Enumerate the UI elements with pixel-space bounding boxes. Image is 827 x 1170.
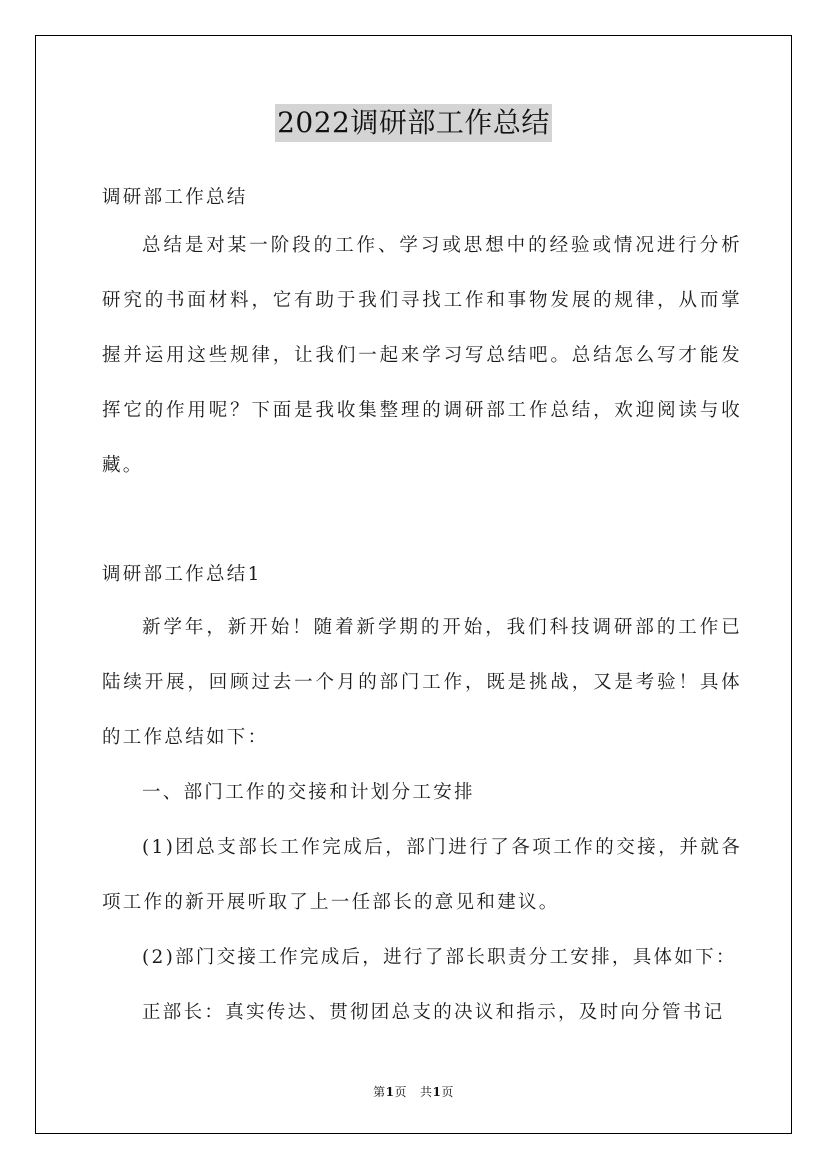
title-container (0, 104, 827, 142)
page-prefix: 第 (373, 1085, 386, 1099)
total-pages: 1 (432, 1085, 442, 1099)
total-suffix: 页 (441, 1085, 454, 1099)
subheading: 一、部门工作的交接和计划分工安排 (142, 782, 475, 803)
section-heading-1: 调研部工作总结1 (102, 564, 262, 585)
main-content (102, 600, 742, 1040)
paragraph: 新学年，新开始！随着新学期的开始，我们科技调研部的工作已陆续开展，回顾过去一个月的部门工作，既是挑战，又是考验！具体的工作总结如下： (102, 617, 742, 748)
document-title: 2022调研部工作总结 (275, 104, 552, 142)
paragraph: 正部长：真实传达、贯彻团总支的决议和指示，及时向分管书记 (142, 1002, 725, 1023)
intro-paragraph: 总结是对某一阶段的工作、学习或思想中的经验或情况进行分析研究的书面材料，它有助于我们寻找工作和事物发展的规律，从而掌握并运用这些规律，让我们一起来学习写总结吧。总结怎么写才能发挥它的作用呢？下面是我收集整理的调研部工作总结，欢迎阅读与收藏。 (102, 235, 742, 476)
page-number: 1 (385, 1085, 395, 1099)
paragraph: (2)部门交接工作完成后，进行了部长职责分工安排，具体如下： (142, 947, 737, 968)
section-heading: 调研部工作总结 (102, 187, 248, 208)
page-suffix: 页 (394, 1085, 408, 1099)
total-prefix: 共 (419, 1085, 433, 1099)
page-footer (0, 1083, 827, 1100)
paragraph: (1)团总支部长工作完成后，部门进行了各项工作的交接，并就各项工作的新开展听取了上一任部长的意见和建议。 (102, 837, 742, 913)
